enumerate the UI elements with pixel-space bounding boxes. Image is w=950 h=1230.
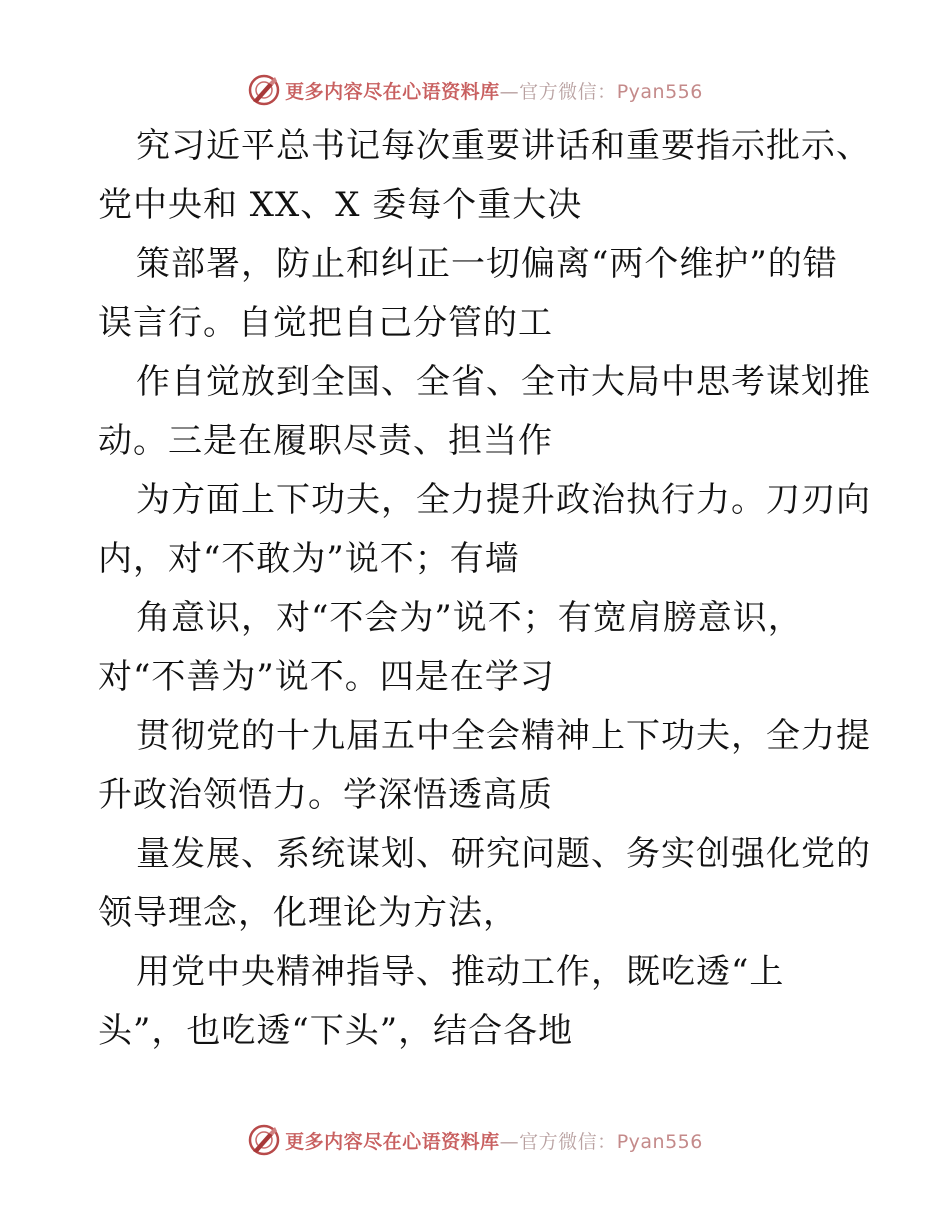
text-line: 贯彻党的十九届五中全会精神上下功夫，全力提: [136, 716, 871, 756]
text-line: 量发展、系统谋划、研究问题、务实创强化党的: [136, 834, 871, 874]
watermark-site-name: 更多内容尽在心语资料库: [285, 1130, 500, 1153]
text-line: 头”，也吃透“下头”，结合各地: [98, 1011, 574, 1051]
footer-watermark: [0, 1120, 950, 1160]
watermark-text: [285, 1127, 703, 1154]
watermark-wechat-id: Pyan556: [616, 1130, 703, 1153]
text-line: 动。三是在履职尽责、担当作: [98, 421, 553, 461]
text-line: 策部署，防止和纠正一切偏离“两个维护”的错: [136, 244, 838, 284]
text-line: 升政治领悟力。学深悟透高质: [98, 775, 553, 815]
text-line: 领导理念，化理论为方法，: [98, 893, 518, 933]
watermark-separator: —官方微信：: [499, 1130, 617, 1153]
pen-logo-icon: [247, 73, 281, 107]
watermark-wechat-id: Pyan556: [616, 80, 703, 103]
text-line: 究习近平总书记每次重要讲话和重要指示批示、: [136, 126, 871, 166]
text-line: 对“不善为”说不。四是在学习: [98, 657, 555, 697]
text-line: 内，对“不敢为”说不；有墙: [98, 539, 520, 579]
watermark-text: [285, 77, 703, 104]
text-line: 党中央和 XX、X 委每个重大决: [98, 185, 583, 225]
text-line: 误言行。自觉把自己分管的工: [98, 303, 553, 343]
header-watermark: [0, 70, 950, 110]
text-line: 用党中央精神指导、推动工作，既吃透“上: [136, 952, 785, 992]
text-line: 角意识，对“不会为”说不；有宽肩膀意识，: [136, 598, 803, 638]
pen-logo-icon: [247, 1123, 281, 1157]
watermark-separator: —官方微信：: [499, 80, 617, 103]
watermark-site-name: 更多内容尽在心语资料库: [285, 80, 500, 103]
text-line: 作自觉放到全国、全省、全市大局中思考谋划推: [136, 362, 871, 402]
text-line: 为方面上下功夫，全力提升政治执行力。刀刃向: [136, 480, 871, 520]
